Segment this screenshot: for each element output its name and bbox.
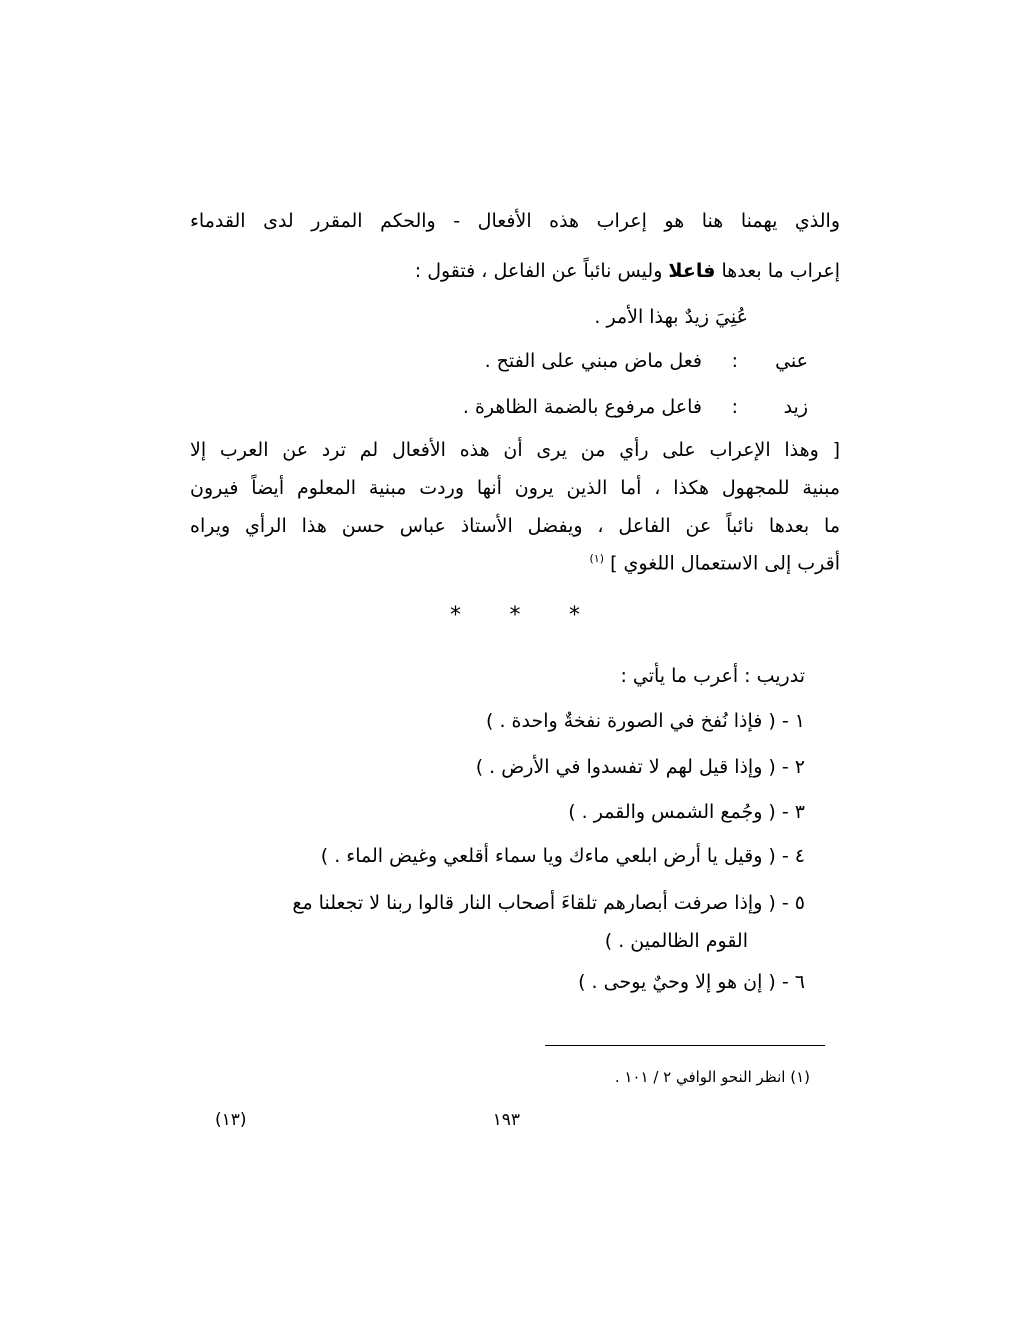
paragraph-2-line-3: ما بعدها نائباً عن الفاعل ، ويفضل الأستاذ عباس حسن هذا الرأي ويراه xyxy=(190,515,840,537)
analysis-word: عني xyxy=(775,350,808,372)
exercise-item: ٥ - ( وإذا صرفت أبصارهم تلقاءَ أصحاب النار قالوا ربنا لا تجعلنا مع xyxy=(292,892,805,914)
analysis-separator: : xyxy=(731,396,738,418)
text: أقرب إلى الاستعمال اللغوي ] xyxy=(610,552,840,575)
exercise-item: ٢ - ( وإذا قيل لهم لا تفسدوا في الأرض . ) xyxy=(475,756,805,778)
exercise-item: ٦ - ( إن هو إلا وحيٌ يوحى . ) xyxy=(578,971,805,993)
text: إعراب ما بعدها xyxy=(715,260,840,282)
paragraph-2-line-4 xyxy=(590,553,841,573)
footnote-reference[interactable]: (١) xyxy=(589,552,605,565)
exercise-title: تدريب : أعرب ما يأتي : xyxy=(620,665,805,687)
footnote: (١) انظر النحو الوافي ٢ / ١٠١ . xyxy=(614,1068,810,1086)
star-icon: * xyxy=(509,603,521,628)
exercise-item-continuation: القوم الظالمين . ) xyxy=(604,930,748,952)
exercise-item: ١ - ( فإذا نُفخ في الصورة نفخةٌ واحدة . ) xyxy=(486,710,805,732)
star-icon: * xyxy=(569,603,580,628)
paragraph-1-line-1: والذي يهمنا هنا هو إعراب هذه الأفعال - والحكم المقرر لدى القدماء xyxy=(190,210,840,232)
analysis-description: فعل ماض مبني على الفتح . xyxy=(484,350,702,372)
exercise-item: ٤ - ( وقيل يا أرض ابلعي ماءك ويا سماء أقلعي وغيض الماء . ) xyxy=(320,845,805,867)
text: وليس نائباً عن الفاعل ، فتقول : xyxy=(414,260,669,282)
analysis-separator: : xyxy=(731,350,738,372)
paragraph-2-line-2: مبنية للمجهول هكذا ، أما الذين يرون أنها وردت مبنية المعلوم أيضاً فيرون xyxy=(190,477,840,499)
paragraph-2-line-1: [ وهذا الإعراب على رأي من يرى أن هذه الأفعال لم ترد عن العرب إلا xyxy=(190,439,840,461)
section-separator xyxy=(450,605,580,627)
bold-term: فاعلا xyxy=(668,260,716,282)
example-sentence: عُنِيَ زيدٌ بهذا الأمر . xyxy=(594,306,748,328)
paragraph-1-line-2 xyxy=(415,262,840,281)
page-number: ١٩٣ xyxy=(492,1110,520,1130)
star-icon: * xyxy=(450,603,461,628)
exercise-item: ٣ - ( وجُمع الشمس والقمر . ) xyxy=(568,801,805,823)
footnote-divider xyxy=(545,1045,825,1046)
signature-mark: (١٣) xyxy=(215,1110,247,1130)
analysis-description: فاعل مرفوع بالضمة الظاهرة . xyxy=(462,396,702,418)
analysis-word: زيد xyxy=(783,396,808,418)
